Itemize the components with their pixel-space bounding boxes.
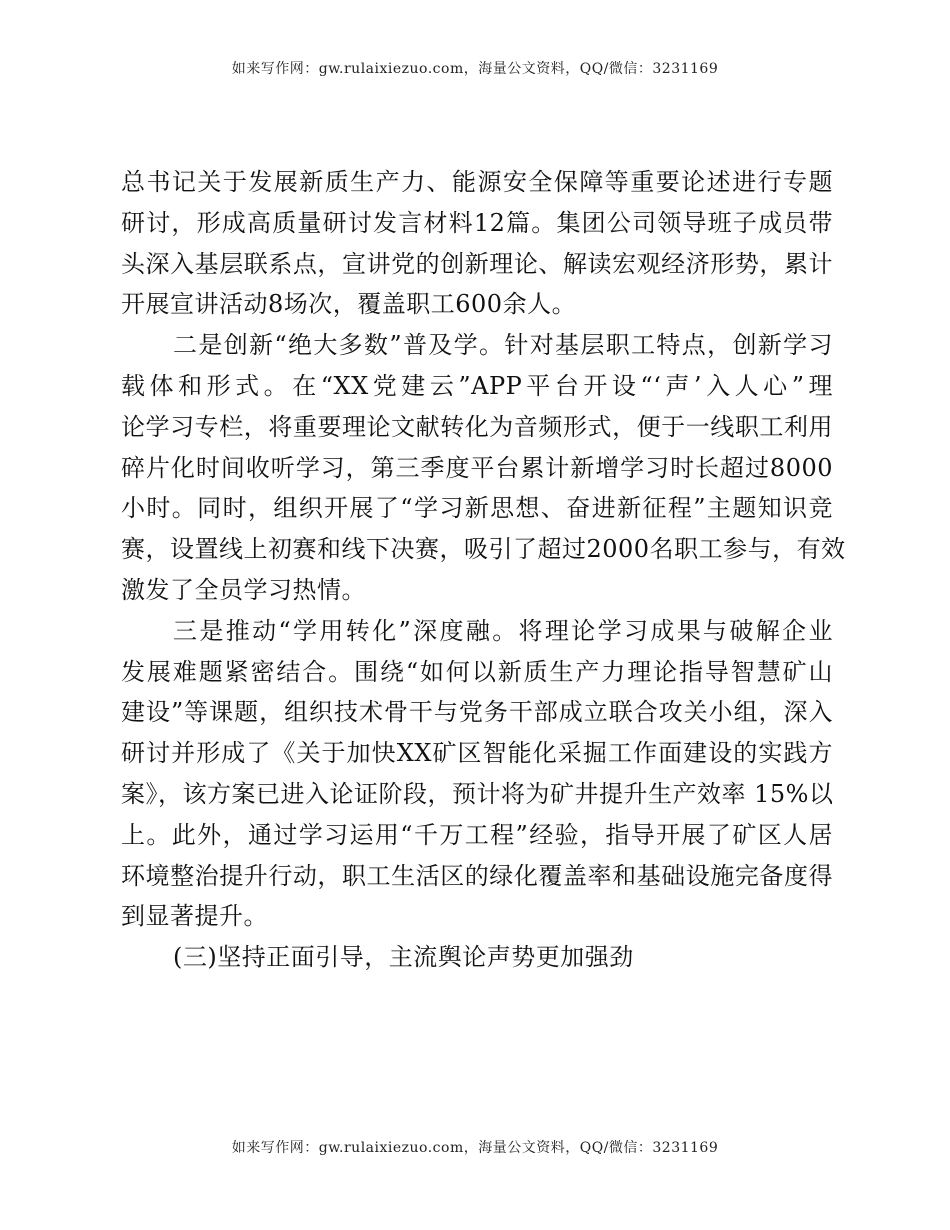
paragraph-2 [121,325,846,611]
page-header: 如来写作网：gw.rulaixiezuo.com，海量公文资料，QQ/微信：3231169 [231,61,719,77]
paragraph-line: 研讨，形成高质量研讨发言材料12篇。集团公司领导班子成员带 [121,208,833,237]
paragraph-line: 小时。同时，组织开展了“学习新思想、奋进新征程”主题知识竞 [121,494,833,523]
paragraph-line: 载体和形式。在“XX党建云”APP平台开设“‘声’入人心”理 [121,371,833,400]
page-footer: 如来写作网：gw.rulaixiezuo.com，海量公文资料，QQ/微信：3231169 [231,1140,719,1156]
paragraph-line: 二是创新“绝大多数”普及学。针对基层职工特点，创新学习 [173,331,833,360]
paragraph-line: 研讨并形成了《关于加快XX矿区智能化采掘工作面建设的实践方 [121,739,833,768]
paragraph-line: 开展宣讲活动8场次，覆盖职工600余人。 [121,290,577,319]
paragraph-line: 建设”等课题，组织技术骨干与党务干部成立联合攻关小组，深入 [121,698,833,727]
paragraph-line: 头深入基层联系点，宣讲党的创新理论、解读宏观经济形势，累计 [121,249,833,278]
paragraph-line: 到显著提升。 [121,902,268,931]
paragraph-line: 环境整治提升行动，职工生活区的绿化覆盖率和基础设施完备度得 [121,861,833,890]
paragraph-line: 论学习专栏，将重要理论文献转化为音频形式，便于一线职工利用 [121,412,833,441]
paragraph-line: 上。此外，通过学习运用“千万工程”经验，指导开展了矿区人居 [121,820,833,849]
paragraph-line: 发展难题紧密结合。围绕“如何以新质生产力理论指导智慧矿山 [121,657,833,686]
paragraph-1 [121,162,833,325]
paragraph-line: 激发了全员学习热情。 [121,575,366,604]
paragraph-line: 案》，该方案已进入论证阶段，预计将为矿井提升生产效率 15%以 [121,779,834,808]
paragraph-line: 总书记关于发展新质生产力、能源安全保障等重要论述进行专题 [121,168,833,196]
paragraph-line: 碎片化时间收听学习，第三季度平台累计新增学习时长超过8000 [121,453,833,482]
paragraph-line: 赛，设置线上初赛和线下决赛，吸引了超过2000名职工参与，有效 [121,535,846,564]
section-heading: (三)坚持正面引导，主流舆论声势更加强劲 [173,943,634,972]
document-body [121,162,846,978]
paragraph-3 [121,611,833,937]
paragraph-line: 三是推动“学用转化”深度融。将理论学习成果与破解企业 [173,616,833,645]
